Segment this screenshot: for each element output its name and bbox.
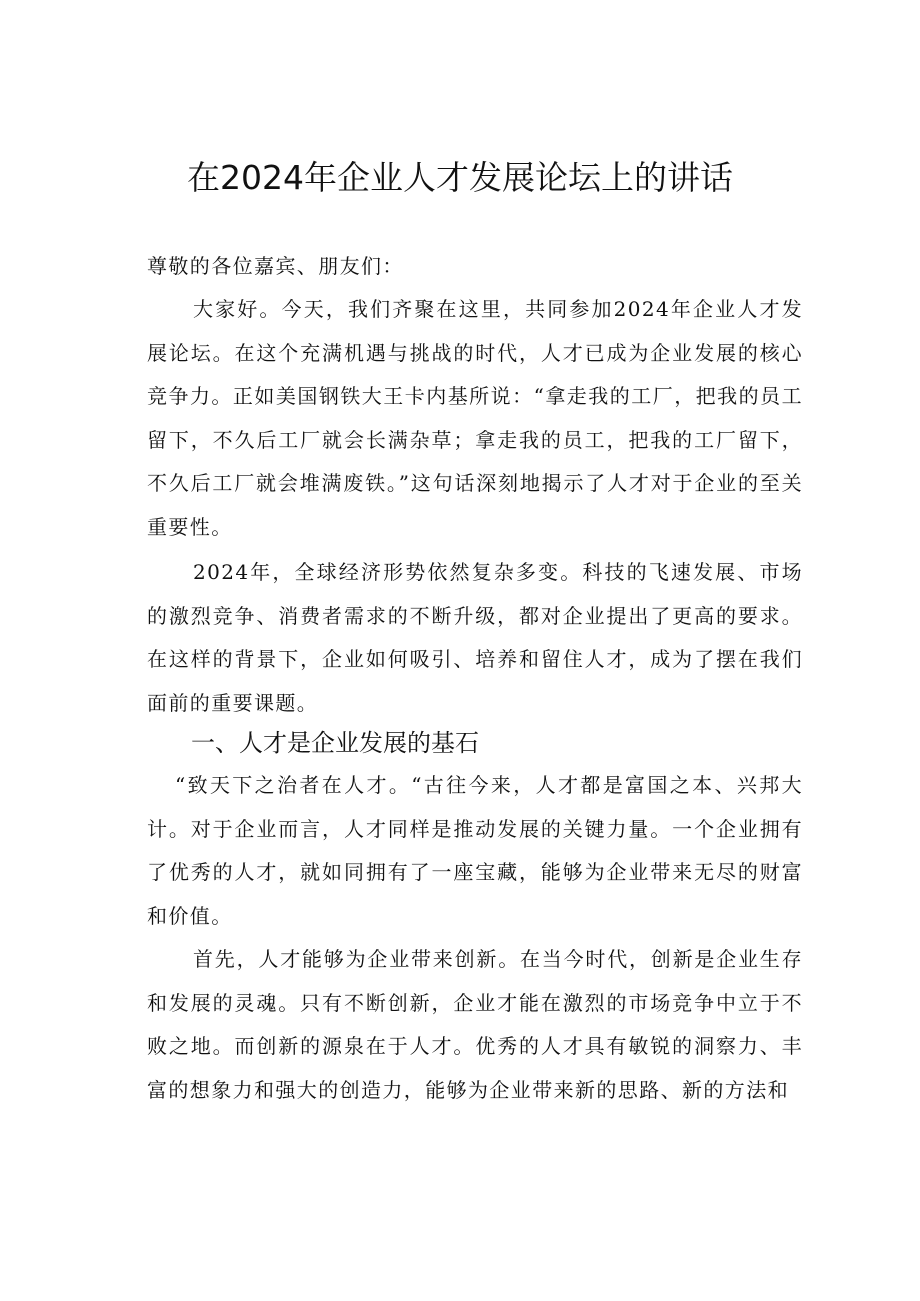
- paragraph-innovation: 首先，人才能够为企业带来创新。在当今时代，创新是企业生存和发展的灵魂。只有不断创新，企业才能在激烈的市场竞争中立于不败之地。而创新的源泉在于人才。优秀的人才具有敏锐的洞察力、丰富的想象力和强大的创造力，能够为企业带来新的思路、新的方法和: [147, 947, 803, 1102]
- paragraph-intro: 大家好。今天，我们齐聚在这里，共同参加2024年企业人才发展论坛。在这个充满机遇与挑战的时代，人才已成为企业发展的核心竞争力。正如美国钢铁大王卡内基所说：“拿走我的工厂，把我的员工留下，不久后工厂就会长满杂草；拿走我的员工，把我的工厂留下，不久后工厂就会堆满废铁。”这句话深刻地揭示了人才对于企业的至关重要性。: [147, 297, 803, 539]
- paragraph-talent-foundation: “致天下之治者在人才。“古往今来，人才都是富国之本、兴邦大计。对于企业而言，人才同样是推动发展的关键力量。一个企业拥有了优秀的人才，就如同拥有了一座宝藏，能够为企业带来无尽的财富和价值。: [147, 773, 803, 928]
- paragraph-background: 2024年，全球经济形势依然复杂多变。科技的飞速发展、市场的激烈竞争、消费者需求的不断升级，都对企业提出了更高的要求。在这样的背景下，企业如何吸引、培养和留住人才，成为了摆在我们面前的重要课题。: [147, 560, 803, 715]
- document-title: 在2024年企业人才发展论坛上的讲话: [187, 158, 733, 197]
- section-heading-1: 一、人才是企业发展的基石: [191, 729, 479, 757]
- salutation: 尊敬的各位嘉宾、朋友们：: [147, 254, 404, 278]
